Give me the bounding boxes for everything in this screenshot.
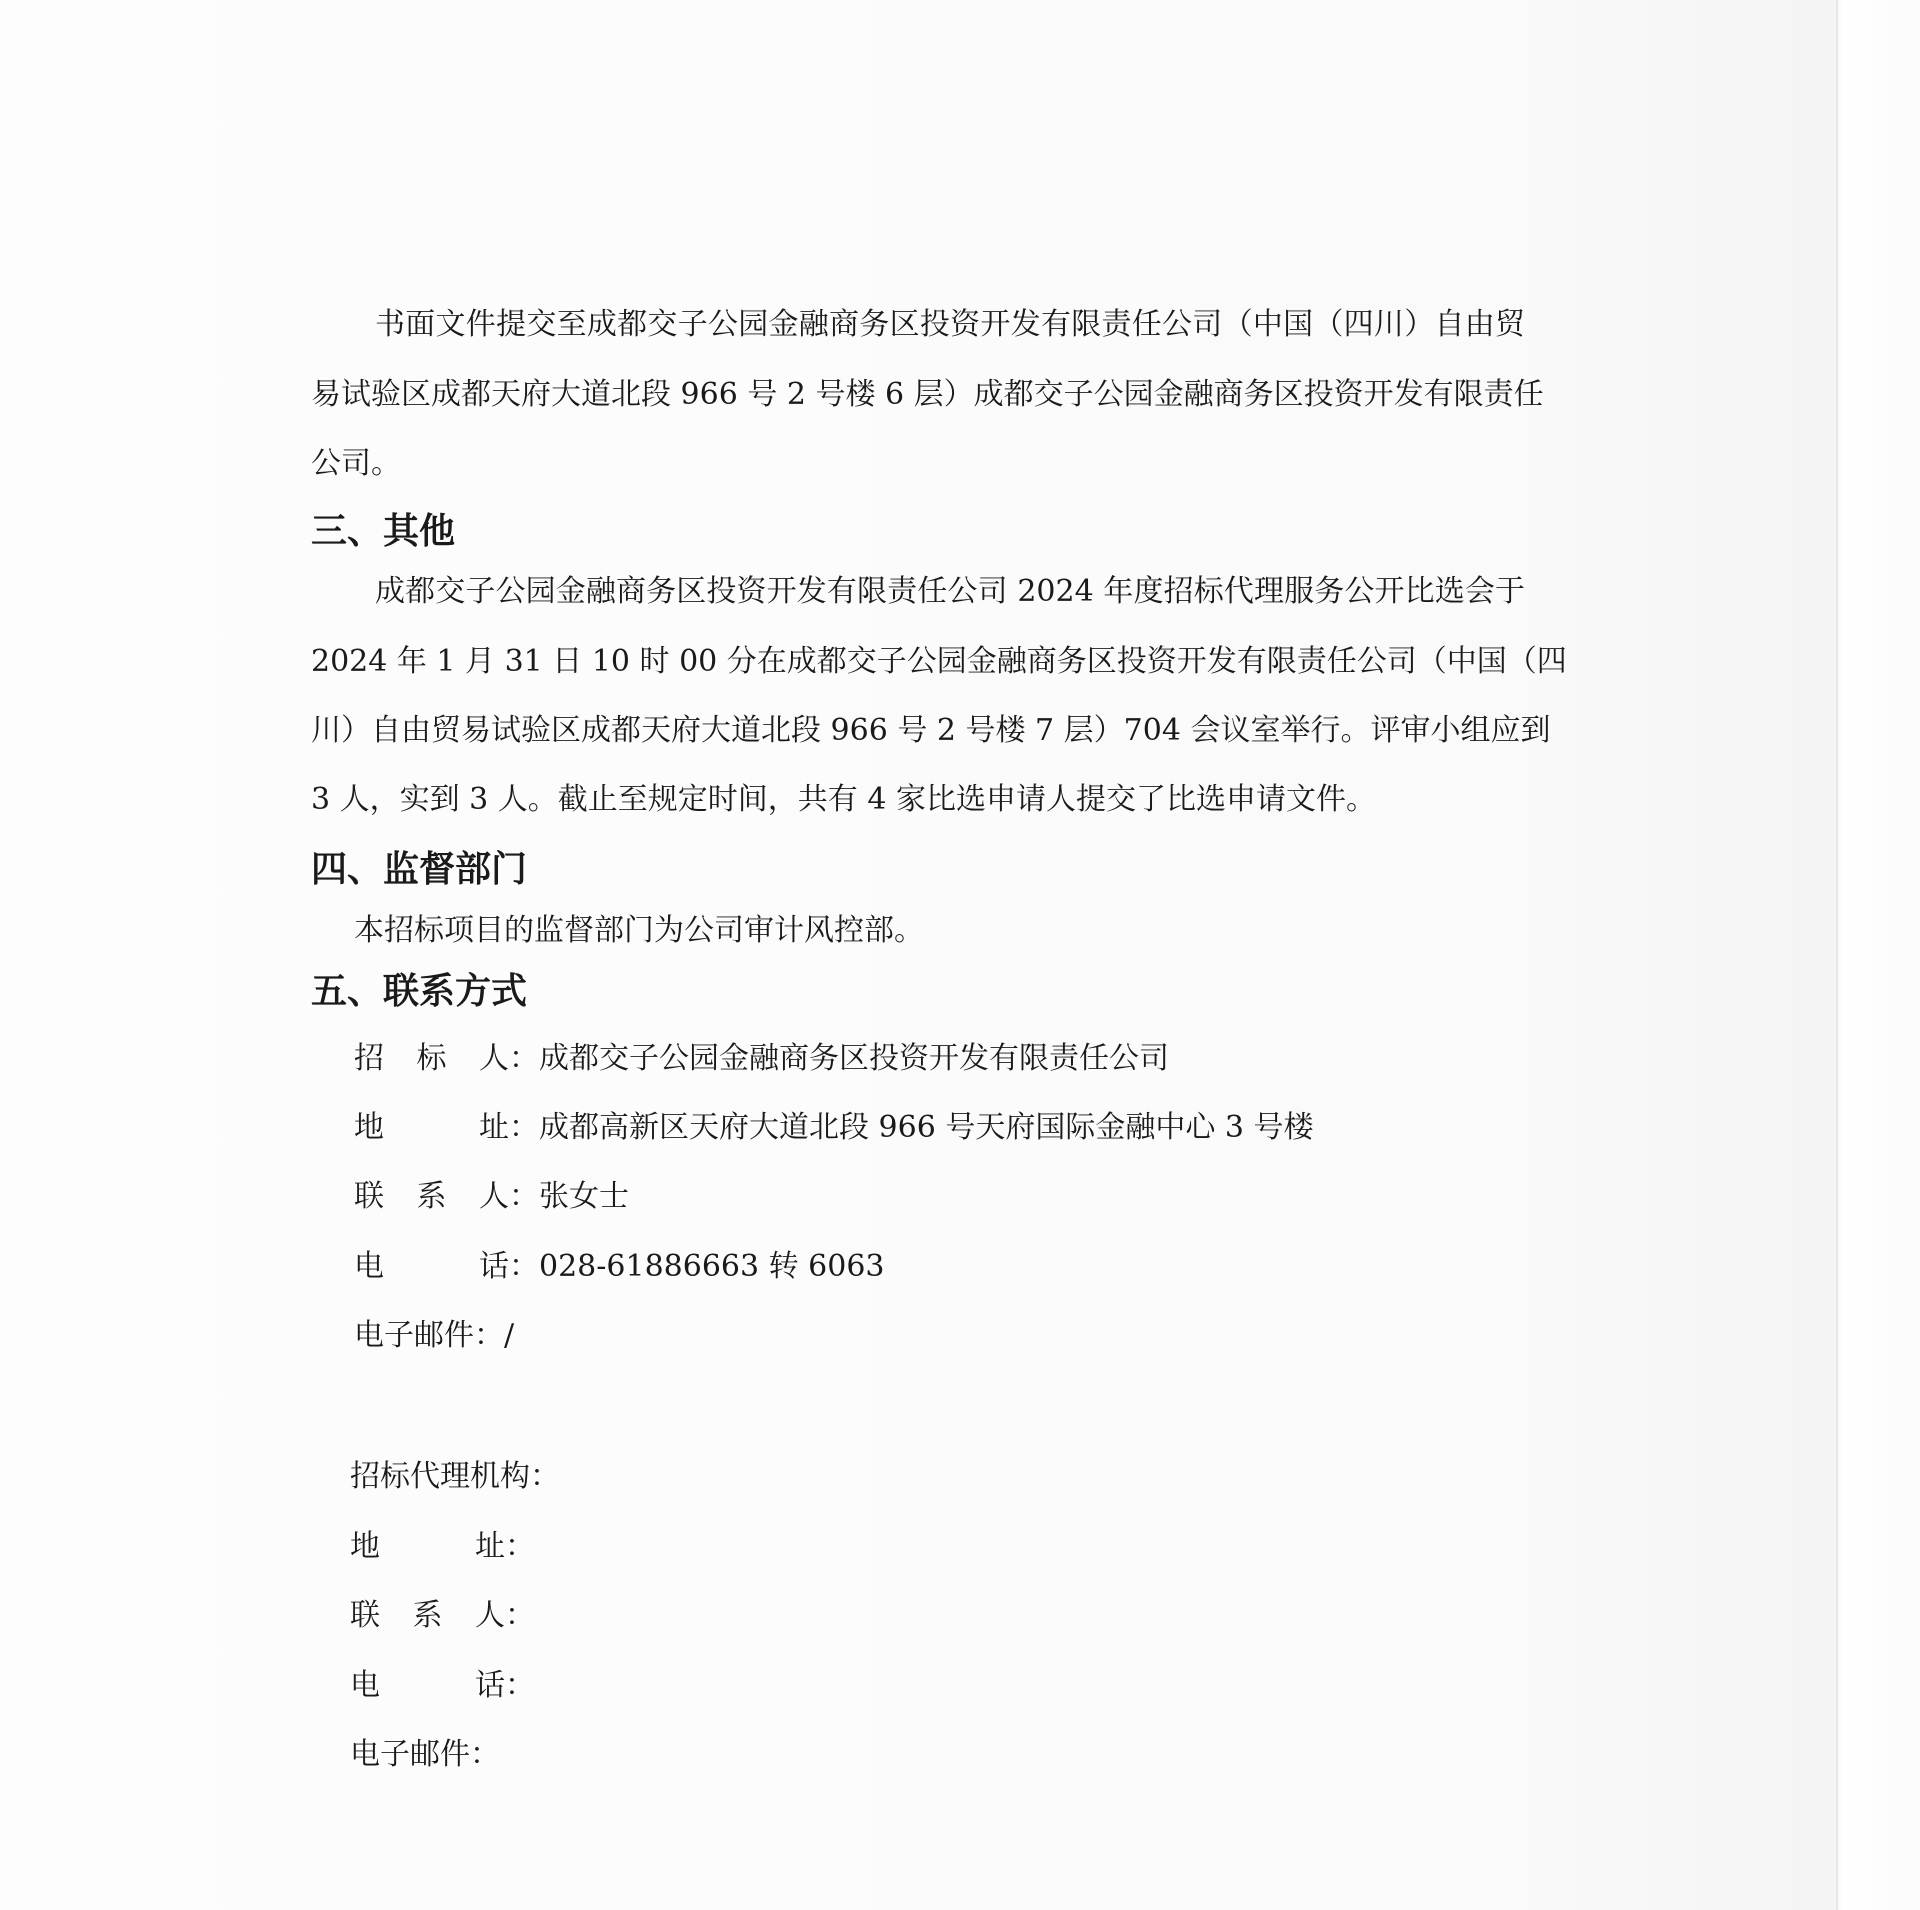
paragraph-line: 成都交子公园金融商务区投资开发有限责任公司 2024 年度招标代理服务公开比选会于 bbox=[375, 574, 1525, 609]
contact-label: 联系人 bbox=[354, 1179, 509, 1214]
section-heading-other: 三、其他 bbox=[311, 511, 456, 552]
contact-label: 电子邮件 bbox=[354, 1318, 474, 1353]
agency-row-phone: 电话： bbox=[350, 1666, 535, 1706]
scan-edge-line bbox=[1836, 0, 1838, 1910]
contact-label: 招标人 bbox=[354, 1041, 509, 1076]
paragraph-line: 2024 年 1 月 31 日 10 时 00 分在成都交子公园金融商务区投资开发有限责任公司（中国（四 bbox=[311, 644, 1567, 679]
contact-row-email: 电子邮件：/ bbox=[354, 1318, 515, 1353]
contact-row-tenderer: 招标人：成都交子公园金融商务区投资开发有限责任公司 bbox=[354, 1039, 1169, 1079]
agency-label: 地址 bbox=[350, 1529, 505, 1564]
supervision-text: 本招标项目的监督部门为公司审计风控部。 bbox=[354, 913, 924, 948]
agency-row-name: 招标代理机构： bbox=[350, 1459, 560, 1494]
section-heading-supervision: 四、监督部门 bbox=[311, 849, 528, 890]
contact-label: 电话 bbox=[354, 1249, 509, 1284]
agency-row-email: 电子邮件： bbox=[350, 1737, 500, 1772]
agency-row-address: 地址： bbox=[350, 1527, 535, 1567]
contact-value: 成都高新区天府大道北段 966 号天府国际金融中心 3 号楼 bbox=[539, 1110, 1314, 1145]
section-heading-contact: 五、联系方式 bbox=[311, 971, 528, 1012]
agency-label: 电子邮件 bbox=[350, 1737, 470, 1772]
agency-label: 招标代理机构 bbox=[350, 1459, 530, 1494]
paragraph-line: 3 人，实到 3 人。截止至规定时间，共有 4 家比选申请人提交了比选申请文件。 bbox=[311, 782, 1376, 817]
agency-label: 电话 bbox=[350, 1668, 505, 1703]
contact-row-person: 联系人：张女士 bbox=[354, 1177, 629, 1217]
contact-row-phone: 电话：028-61886663 转 6063 bbox=[354, 1247, 885, 1287]
contact-row-address: 地址：成都高新区天府大道北段 966 号天府国际金融中心 3 号楼 bbox=[354, 1108, 1314, 1148]
contact-value: 028-61886663 转 6063 bbox=[539, 1249, 885, 1284]
paragraph-line: 书面文件提交至成都交子公园金融商务区投资开发有限责任公司（中国（四川）自由贸 bbox=[375, 307, 1525, 342]
contact-label: 地址 bbox=[354, 1110, 509, 1145]
contact-value: 成都交子公园金融商务区投资开发有限责任公司 bbox=[539, 1041, 1169, 1076]
contact-value: 张女士 bbox=[539, 1179, 629, 1214]
paragraph-line: 易试验区成都天府大道北段 966 号 2 号楼 6 层）成都交子公园金融商务区投资开发有限责任 bbox=[311, 377, 1544, 412]
paragraph-line: 公司。 bbox=[311, 446, 401, 481]
paragraph-line: 川）自由贸易试验区成都天府大道北段 966 号 2 号楼 7 层）704 会议室举行。评审小组应到 bbox=[311, 713, 1551, 748]
agency-row-person: 联系人： bbox=[350, 1596, 535, 1636]
agency-label: 联系人 bbox=[350, 1598, 505, 1633]
contact-value: / bbox=[504, 1318, 515, 1353]
